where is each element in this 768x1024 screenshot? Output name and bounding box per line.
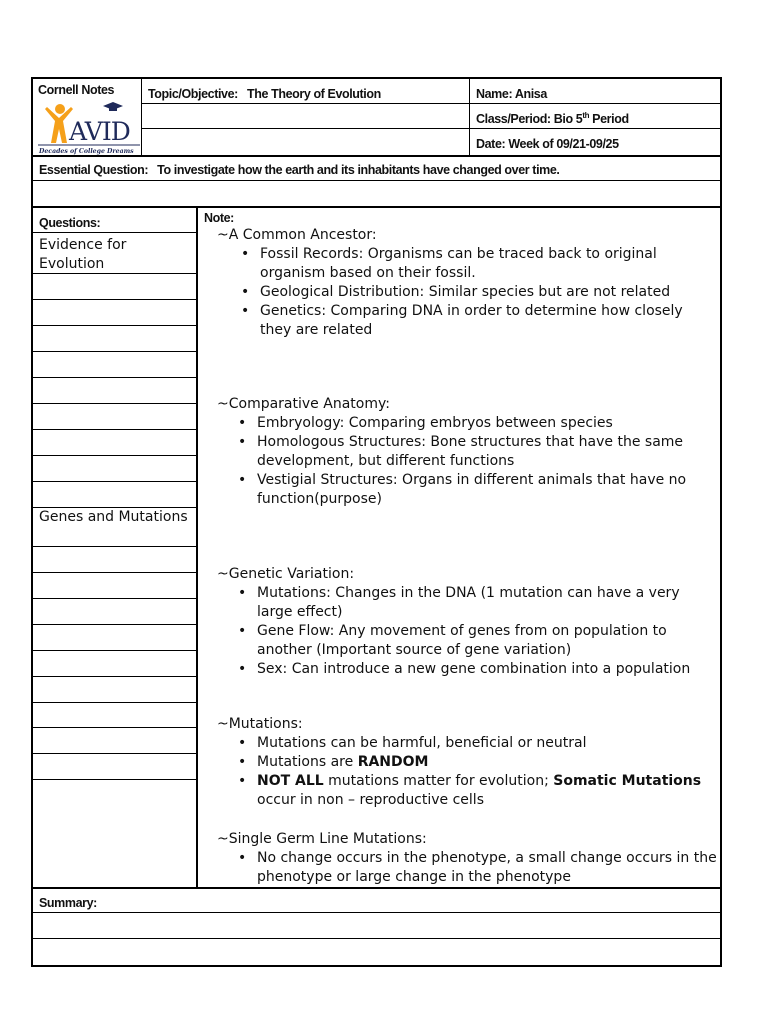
- name-label: Name:: [476, 87, 513, 101]
- question-line: [33, 573, 196, 599]
- question-line: [33, 728, 196, 754]
- bullet-item: • Embryology: Comparing embryos between species: [236, 414, 717, 433]
- header-block: [31, 77, 722, 157]
- summary-line: [33, 913, 720, 939]
- bullet-item: • Genetics: Comparing DNA in order to determine how closely they are related: [239, 302, 717, 340]
- bullet-item: • Vestigial Structures: Organs in different animals that have no function(purpose): [236, 471, 717, 509]
- topic-blank-row-2: [142, 129, 469, 157]
- summary-block: [31, 887, 722, 967]
- question-line: [33, 352, 196, 378]
- topic-blank-row-1: [142, 104, 469, 129]
- question-line: [33, 274, 196, 300]
- date-label: Date:: [476, 137, 506, 151]
- question-line: [33, 677, 196, 703]
- bullet-item: • Sex: Can introduce a new gene combination into a population: [236, 660, 717, 679]
- bullet-list: [236, 734, 717, 810]
- topic-value: The Theory of Evolution: [247, 87, 381, 101]
- sheet-title: Cornell Notes: [38, 83, 115, 97]
- question-line: [33, 247, 196, 274]
- question-line: [33, 300, 196, 326]
- essential-question-text: To investigate how the earth and its inhabitants have changed over time.: [157, 163, 560, 177]
- class-label: Class/Period:: [476, 112, 551, 126]
- question-line: [33, 508, 196, 547]
- logo-cell: [33, 79, 142, 157]
- question-line: [33, 482, 196, 508]
- section-title: ~Genetic Variation:: [217, 566, 355, 582]
- questions-header: Questions:: [33, 208, 196, 233]
- info-cell: [470, 79, 722, 157]
- question-line: [33, 404, 196, 430]
- question-line: [33, 599, 196, 625]
- section-genetic-variation: [217, 565, 717, 679]
- section-title: ~Comparative Anatomy:: [217, 396, 390, 412]
- section-title: ~Single Germ Line Mutations:: [217, 831, 427, 847]
- essential-question-label: Essential Question:: [39, 163, 149, 177]
- bullet-list: [236, 849, 717, 887]
- question-line: [33, 430, 196, 456]
- bullet-item: • Homologous Structures: Bone structures that have the same development, but different functions: [236, 433, 717, 471]
- bullet-item: • NOT ALL mutations matter for evolution; Somatic Mutations occur in non – reproductive cells: [236, 772, 717, 810]
- bullet-item: • Mutations: Changes in the DNA (1 mutation can have a very large effect): [236, 584, 717, 622]
- section-common-ancestor: [217, 226, 717, 340]
- bullet-item: • Mutations are RANDOM: [236, 753, 717, 772]
- section-title: ~A Common Ancestor:: [217, 227, 377, 243]
- bullet-list: [239, 245, 717, 340]
- question-line: [33, 326, 196, 352]
- name-row: [470, 79, 722, 104]
- questions-column: [33, 208, 198, 887]
- notes-header: Note:: [204, 211, 234, 225]
- question-line: [33, 456, 196, 482]
- question-line: [33, 378, 196, 404]
- topic-label: Topic/Objective:: [148, 87, 238, 101]
- topic-row: [142, 79, 469, 104]
- bullet-list: [236, 414, 717, 509]
- bullet-list: [236, 584, 717, 679]
- logo-wordmark: AVID: [69, 117, 130, 146]
- section-comparative-anatomy: [217, 395, 717, 509]
- date-value: Week of 09/21-09/25: [508, 137, 619, 151]
- notes-body: [31, 206, 722, 889]
- question-line: [33, 651, 196, 677]
- question-line: [33, 703, 196, 728]
- name-value: Anisa: [514, 87, 547, 101]
- summary-header: Summary:: [33, 887, 720, 913]
- date-row: [470, 129, 722, 157]
- question-line: [33, 625, 196, 651]
- section-mutations: [217, 715, 717, 810]
- class-row: [470, 104, 722, 129]
- essential-question-row: [31, 155, 722, 181]
- question-evidence-for-evolution: Evidence for Evolution: [39, 237, 127, 272]
- bullet-item: • Geological Distribution: Similar species but are not related: [239, 283, 717, 302]
- essential-blank-row: [31, 181, 722, 207]
- avid-logo: [37, 101, 141, 157]
- section-single-germ-line: [217, 830, 717, 887]
- bullet-item: • Gene Flow: Any movement of genes from on population to another (Important source of gene variation): [236, 622, 717, 660]
- topic-cell: [142, 79, 470, 157]
- bullet-item: • No change occurs in the phenotype, a small change occurs in the phenotype or large change in the phenotype: [236, 849, 717, 887]
- section-title: ~Mutations:: [217, 716, 303, 732]
- cornell-notes-sheet: [31, 77, 722, 967]
- question-genes-and-mutations: Genes and Mutations: [39, 509, 188, 525]
- class-value: Bio 5th Period: [553, 110, 629, 126]
- notes-column: [198, 208, 720, 887]
- bullet-item: • Fossil Records: Organisms can be traced back to original organism based on their fossil.: [239, 245, 717, 283]
- logo-tagline: Decades of College Dreams: [39, 148, 134, 155]
- question-line: [33, 547, 196, 573]
- question-line: [33, 754, 196, 780]
- bullet-item: • Mutations can be harmful, beneficial or neutral: [236, 734, 717, 753]
